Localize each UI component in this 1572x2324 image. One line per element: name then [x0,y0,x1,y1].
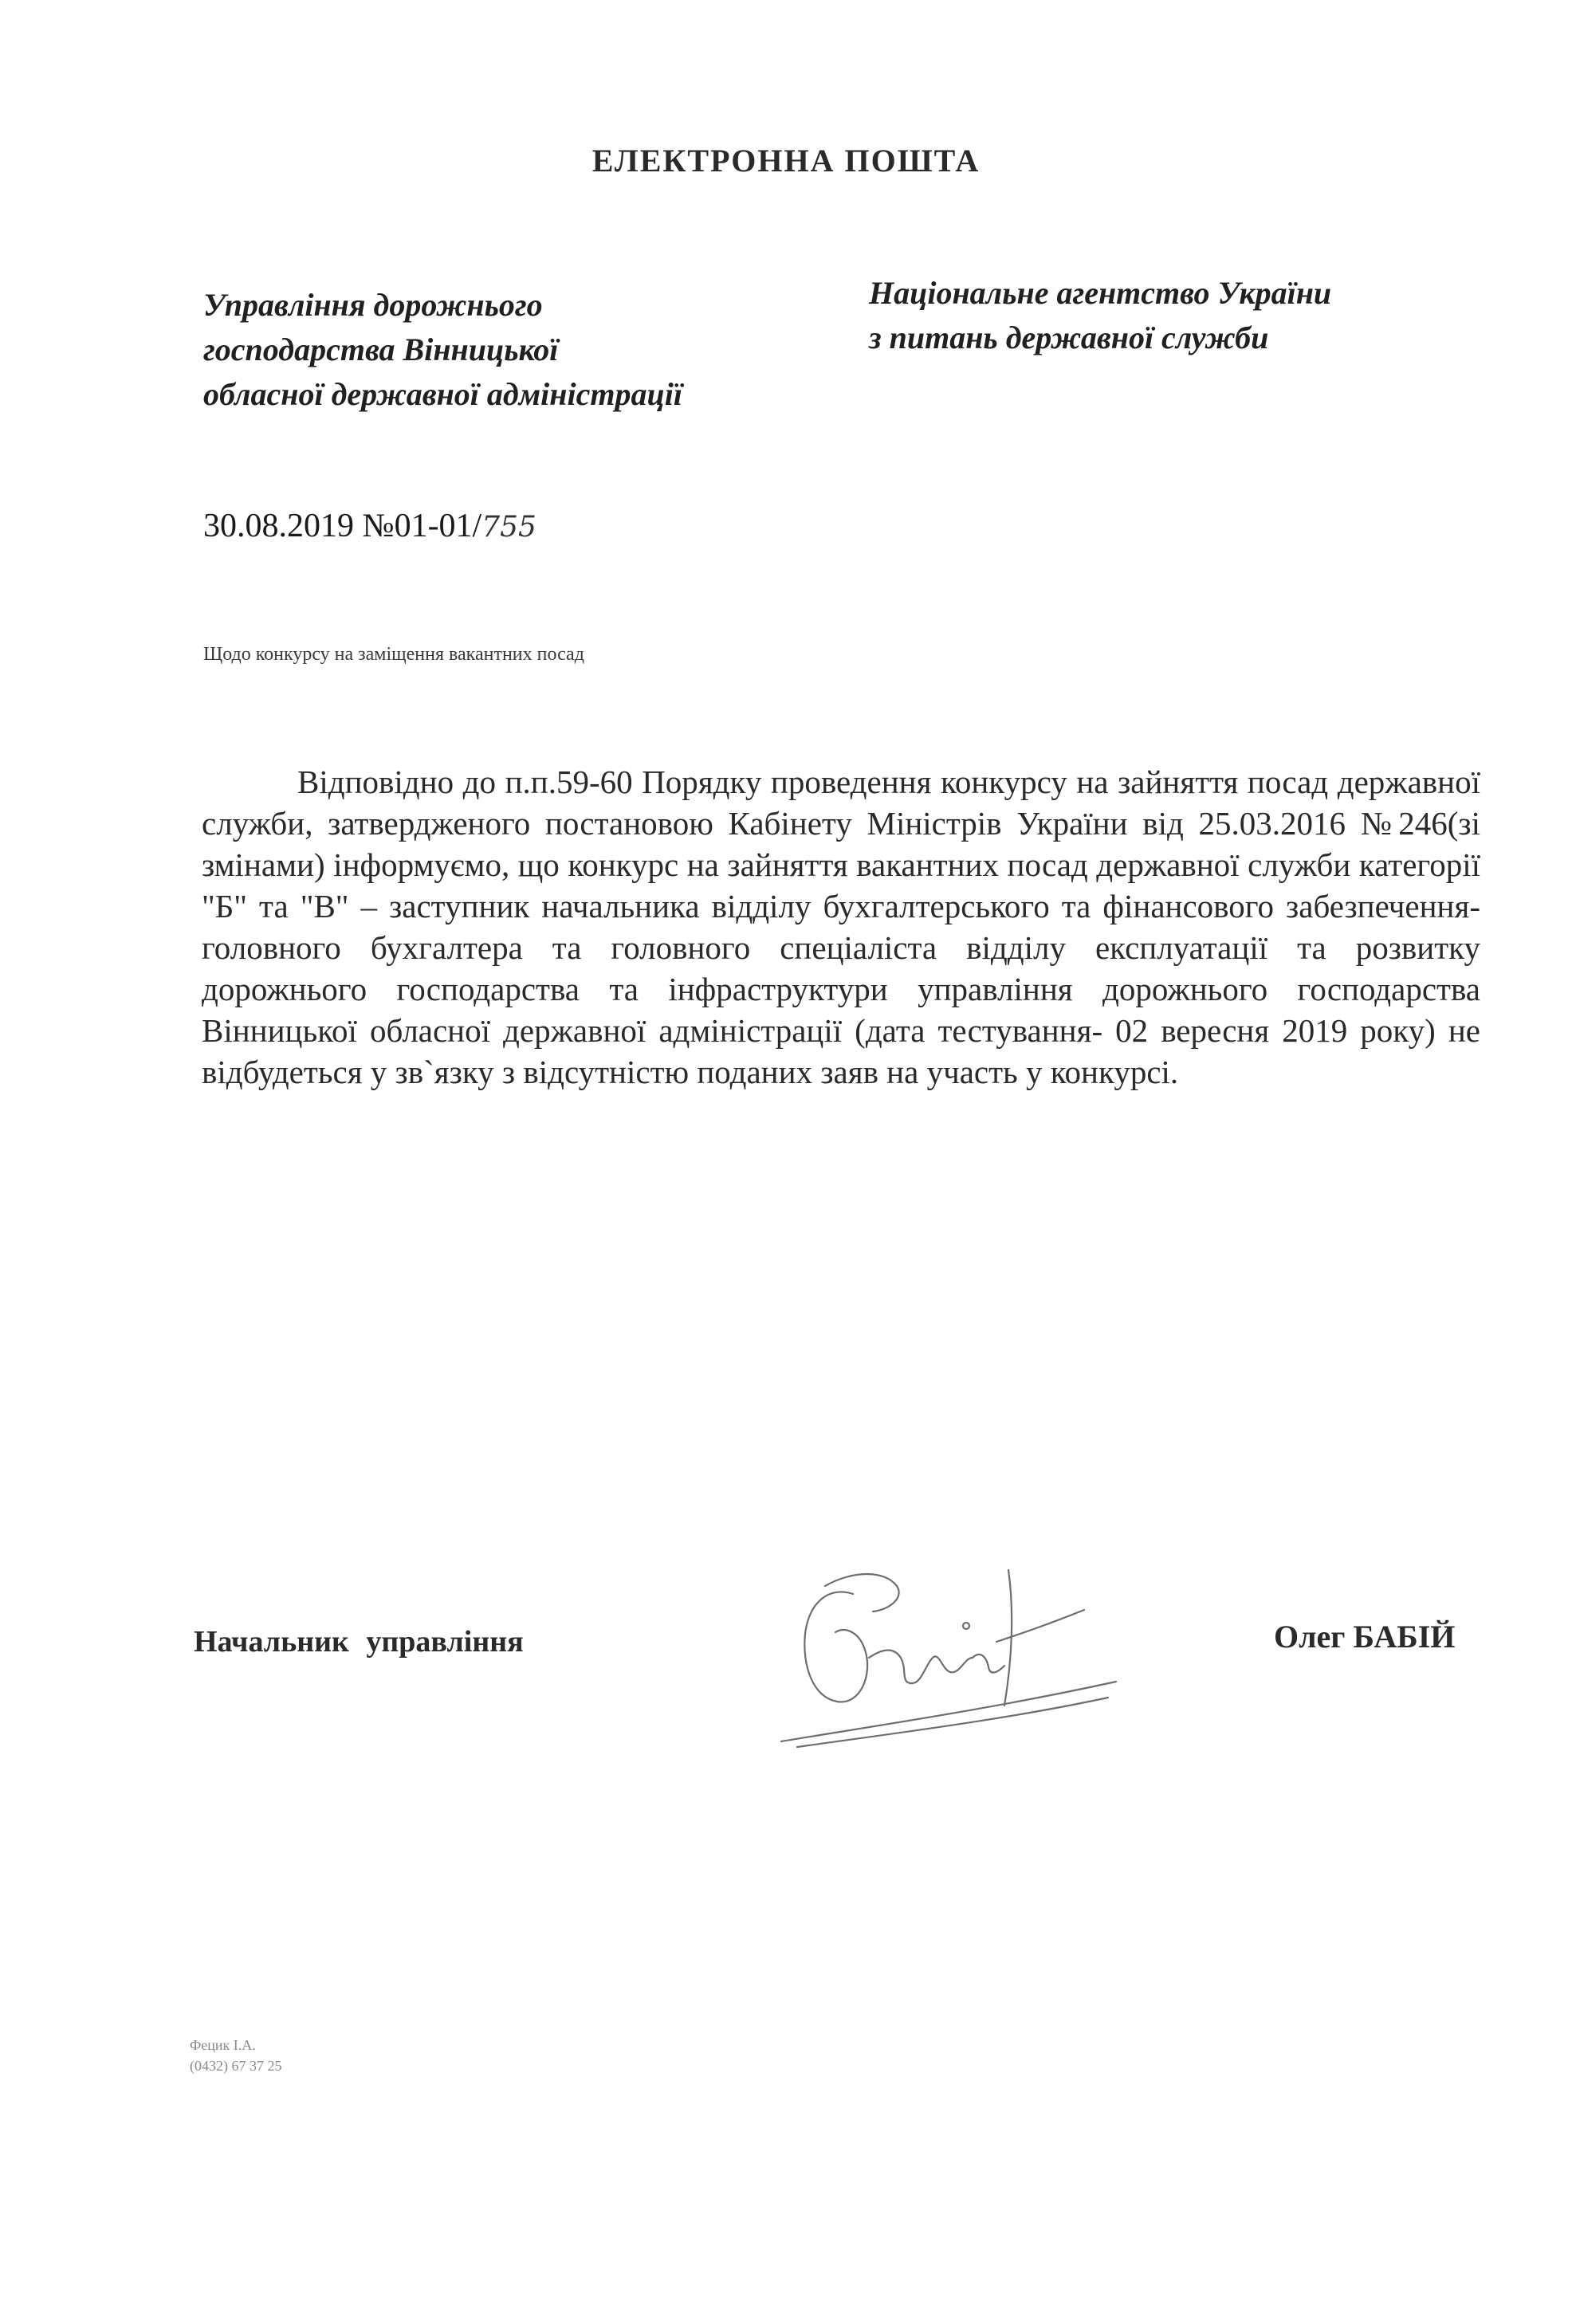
recipient-line: з питань державної служби [869,320,1269,355]
sender-organization [203,283,857,417]
recipient-line: Національне агентство України [869,275,1332,311]
executor-phone: (0432) 67 37 25 [190,2058,282,2074]
letter-subject: Щодо конкурсу на заміщення вакантних посад [203,644,584,665]
registration-number [203,507,536,545]
sender-line: Управління дорожнього [203,287,543,323]
document-header-title: ЕЛЕКТРОННА ПОШТА [591,143,981,179]
letter-body: Відповідно до п.п.59-60 Порядку проведення конкурсу на зайняття посад державної служби, затвердженого постановою Кабінету Міністрів України від 25.03.2016 №246(зі змінами) інформуємо, що конкурс на зайняття вакантних посад державної служби категорії "Б" та "В" – заступник начальника відділу бухгалтерського та фінансового забезпечення-головного бухгалтера та головного спеціаліста відділу експлуатації та розвитку дорожнього господарства та інфраструктури управління дорожнього господарства Вінницької обласної державної адміністрації (дата тестування- 02 вересня 2019 року) не відбудеться у зв`язку з відсутністю поданих заяв на участь у конкурсі. [202,764,1480,1090]
registration-handwritten-number: 755 [481,511,536,544]
recipient-organization [869,271,1523,360]
registration-prefix: 30.08.2019 №01-01/ [203,508,482,544]
executor-name: Фецик І.А. [190,2037,256,2053]
sender-line: обласної державної адміністрації [203,376,682,412]
signatory-name: Олег БАБІЙ [1274,1619,1456,1655]
handwritten-signature [733,1538,1148,1761]
executor-info [190,2035,282,2076]
signatory-position: Начальник управління [194,1625,524,1659]
sender-line: господарства Вінницької [203,332,559,367]
